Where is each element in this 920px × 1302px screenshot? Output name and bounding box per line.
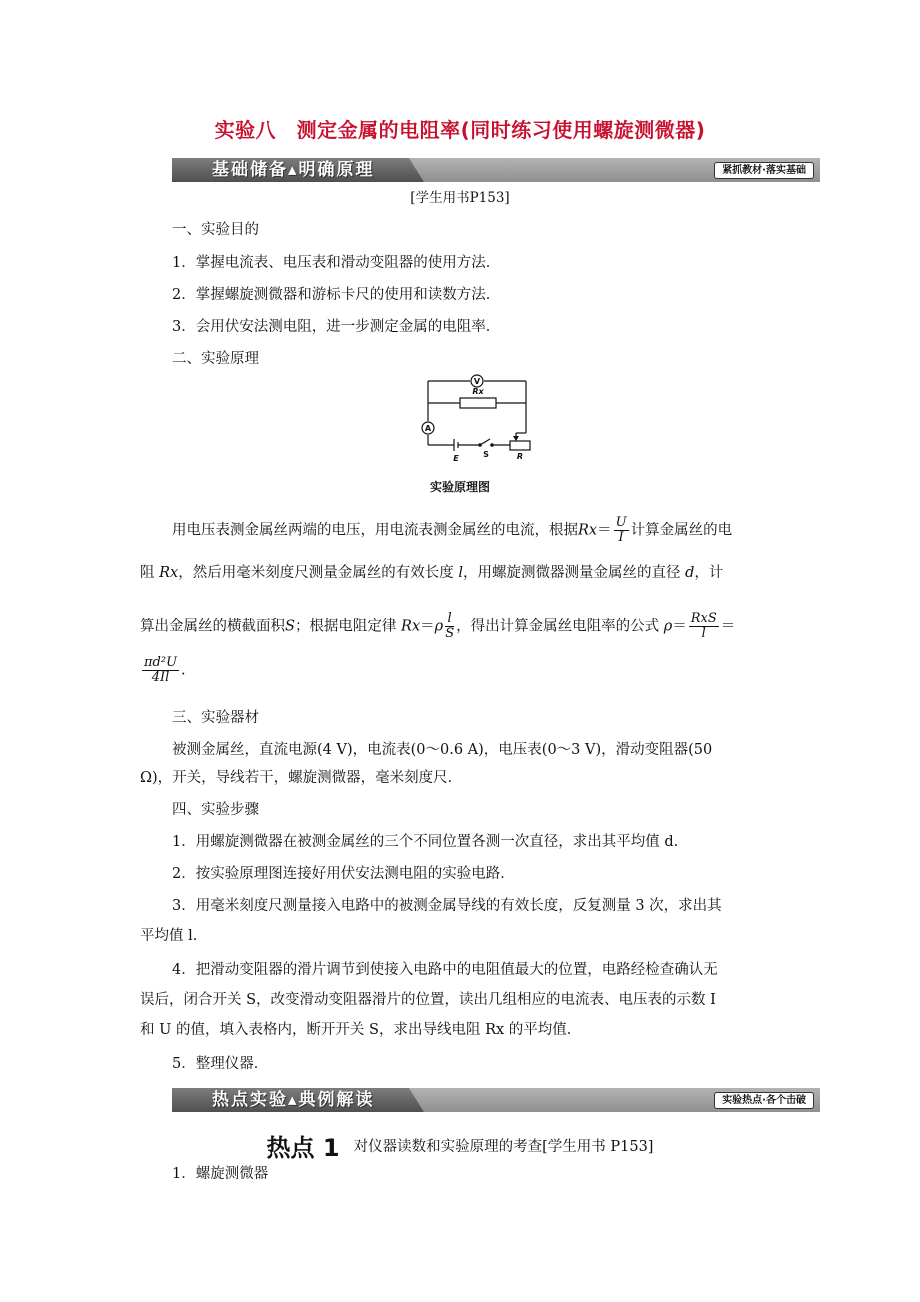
list-item: 3．用毫米刻度尺测量接入电路中的被测金属导线的有效长度，反复测量 3 次，求出其 bbox=[172, 898, 722, 914]
book-reference: [学生用书P153] bbox=[410, 190, 510, 206]
banner-tag: 实验热点·各个击破 bbox=[714, 1092, 814, 1109]
circuit-diagram bbox=[410, 373, 535, 463]
section-banner-hotspot bbox=[172, 1088, 820, 1112]
battery-label: E bbox=[453, 454, 459, 463]
page-title: 实验八 测定金属的电阻率(同时练习使用螺旋测微器) bbox=[214, 118, 706, 142]
resistor-label: Rx bbox=[472, 387, 484, 396]
switch-label: S bbox=[483, 450, 489, 459]
banner-title: 基础储备▴明确原理 bbox=[212, 160, 375, 180]
list-item: 1．掌握电流表、电压表和滑动变阻器的使用方法． bbox=[172, 255, 501, 271]
banner-tag: 紧抓教材·落实基础 bbox=[714, 162, 814, 179]
section-banner-basics bbox=[172, 158, 820, 182]
list-item: 1．螺旋测微器 bbox=[172, 1166, 269, 1182]
list-item-continuation: 和 U 的值，填入表格内，断开开关 S，求出导线电阻 Rx 的平均值． bbox=[140, 1022, 582, 1038]
paragraph-line: 被测金属丝，直流电源(4 V)，电流表(0～0.6 A)，电压表(0～3 V)，滑动变阻器(50 bbox=[172, 742, 713, 758]
figure-caption: 实验原理图 bbox=[429, 480, 490, 494]
section-heading: 三、实验器材 bbox=[172, 710, 259, 726]
principle-paragraph-line: 算出金属丝的横截面积S；根据电阻定律 Rx＝ρ $\frac{l}{S}$ ，得出计算金属丝电阻率的公式 ρ＝ $\frac{\text{RxS}}{l}$ ＝ bbox=[140, 611, 736, 641]
list-item: 4．把滑动变阻器的滑片调节到使接入电路中的电阻值最大的位置，电路经检查确认无 bbox=[172, 962, 718, 978]
fraction-resistivity-formula: $\frac{\text{πd²U}}{4Il}$ bbox=[144, 655, 178, 685]
hotspot-heading bbox=[0, 1128, 920, 1163]
ammeter-label: A bbox=[424, 424, 432, 433]
rheostat-label: R bbox=[516, 452, 524, 461]
fraction-rxs-over-l: $\frac{\text{RxS}}{l}$ bbox=[690, 611, 717, 641]
fraction-l-over-s: $\frac{l}{S}$ bbox=[445, 611, 455, 641]
fraction-u-over-i: $\frac{U}{I}$ bbox=[615, 515, 627, 545]
paragraph-line: Ω)，开关，导线若干，螺旋测微器，毫米刻度尺． bbox=[140, 770, 463, 786]
hotspot-text: 对仪器读数和实验原理的考查[学生用书 P153] bbox=[353, 1139, 654, 1155]
section-heading: 四、实验步骤 bbox=[172, 802, 259, 818]
banner-title: 热点实验▴典例解读 bbox=[212, 1090, 375, 1110]
list-item: 1．用螺旋测微器在被测金属丝的三个不同位置各测一次直径，求出其平均值 d. bbox=[172, 834, 679, 850]
voltmeter-label: V bbox=[473, 377, 481, 386]
hotspot-number: 热点 1 bbox=[266, 1134, 340, 1162]
section-heading: 一、实验目的 bbox=[172, 222, 259, 238]
section-heading: 二、实验原理 bbox=[172, 351, 259, 367]
list-item: 2．掌握螺旋测微器和游标卡尺的使用和读数方法． bbox=[172, 287, 501, 303]
principle-paragraph-line: 用电压表测金属丝两端的电压，用电流表测金属丝的电流，根据Rx＝ $\frac{U}{I}$ 计算金属丝的电 bbox=[172, 515, 733, 545]
list-item: 5．整理仪器． bbox=[172, 1056, 269, 1072]
list-item-continuation: 误后，闭合开关 S，改变滑动变阻器滑片的位置，读出几组相应的电流表、电压表的示数 I bbox=[140, 992, 716, 1008]
formula-line: $\frac{\text{πd²U}}{4Il}$ . bbox=[144, 655, 186, 685]
list-item-continuation: 平均值 l. bbox=[140, 928, 198, 944]
list-item: 3．会用伏安法测电阻，进一步测定金属的电阻率． bbox=[172, 319, 501, 335]
principle-paragraph-line: 阻 Rx，然后用毫米刻度尺测量金属丝的有效长度 l，用螺旋测微器测量金属丝的直径 d，计 bbox=[140, 565, 724, 581]
list-item: 2．按实验原理图连接好用伏安法测电阻的实验电路． bbox=[172, 866, 515, 882]
